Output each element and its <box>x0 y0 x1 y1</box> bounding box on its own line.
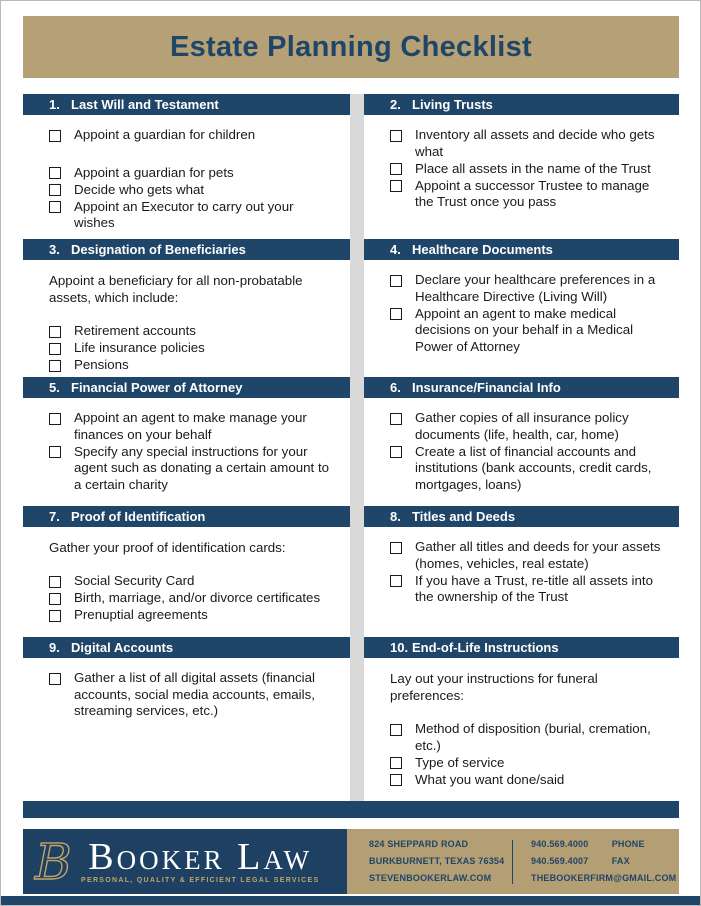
section-body <box>364 398 679 493</box>
checklist-item <box>390 272 679 305</box>
item-checkbox[interactable] <box>49 130 61 142</box>
title-banner <box>23 16 679 78</box>
section-header <box>23 506 350 527</box>
checklist-item <box>390 772 679 789</box>
checklist-item <box>49 444 350 494</box>
address-line-1: 824 SHEPPARD ROAD <box>369 839 469 849</box>
section-header <box>364 506 679 527</box>
section-intro: Appoint a beneficiary for all non-probatable assets, which include: <box>49 273 303 305</box>
phone-label: PHONE <box>611 839 645 849</box>
section-number: 4. <box>390 242 401 257</box>
svg-text:B: B <box>35 832 72 891</box>
website-text: STEVENBOOKERLAW.COM <box>369 873 492 883</box>
brand-monogram-icon <box>31 833 75 891</box>
section-items <box>23 670 350 720</box>
section-7 <box>23 506 350 637</box>
section-title: Healthcare Documents <box>412 242 553 257</box>
section-items <box>364 127 679 211</box>
item-checkbox[interactable] <box>390 163 402 175</box>
section-header <box>364 94 679 115</box>
checklist-item <box>390 306 679 356</box>
section-header <box>364 637 679 658</box>
checklist-item <box>49 573 350 590</box>
section-number: 6. <box>390 380 401 395</box>
section-header <box>23 94 350 115</box>
fax-label: FAX <box>611 856 630 866</box>
section-body <box>23 658 350 720</box>
section-items <box>23 323 350 374</box>
item-label: Gather a list of all digital assets (financial accounts, social media accounts, emails, streaming services, etc.) <box>74 670 315 718</box>
item-checkbox[interactable] <box>390 180 402 192</box>
item-label: Appoint a guardian for children <box>74 127 256 142</box>
item-checkbox[interactable] <box>49 610 61 622</box>
item-label: Appoint an agent to make manage your finances on your behalf <box>74 410 307 442</box>
checklist-grid <box>23 94 679 801</box>
item-label: Place all assets in the name of the Trust <box>415 160 651 176</box>
checklist-item <box>49 199 350 232</box>
checklist-item <box>49 607 350 624</box>
section-header <box>364 239 679 260</box>
footer-top-bar <box>23 801 679 818</box>
section-number: 10. <box>390 640 409 655</box>
item-checkbox[interactable] <box>49 576 61 588</box>
item-label: Retirement accounts <box>74 323 196 338</box>
address-line-2: BURKBURNETT, TEXAS 76354 <box>369 856 505 866</box>
checklist-item <box>390 539 679 572</box>
checklist-item <box>49 340 350 357</box>
item-label: Decide who gets what <box>74 181 205 197</box>
item-checkbox[interactable] <box>390 308 402 320</box>
section-body <box>23 398 350 493</box>
checklist-item <box>390 444 679 494</box>
section-title: Financial Power of Attorney <box>71 380 243 395</box>
section-items <box>364 410 679 493</box>
checklist-item <box>49 165 350 182</box>
item-checkbox[interactable] <box>390 575 402 587</box>
section-items <box>23 573 350 624</box>
item-label: Life insurance policies <box>74 340 205 355</box>
section-title: Last Will and Testament <box>71 97 219 112</box>
section-number: 9. <box>49 640 60 655</box>
section-number: 3. <box>49 242 60 257</box>
item-checkbox[interactable] <box>390 275 402 287</box>
item-label: Pensions <box>74 357 129 372</box>
section-3 <box>23 239 350 377</box>
item-label: Gather copies of all insurance policy documents (life, health, car, home) <box>415 410 629 442</box>
section-1 <box>23 94 350 239</box>
section-items <box>364 272 679 355</box>
section-5 <box>23 377 350 506</box>
section-number: 7. <box>49 509 60 524</box>
section-title: Digital Accounts <box>71 640 174 655</box>
item-checkbox[interactable] <box>49 184 61 196</box>
section-title: Living Trusts <box>412 97 493 112</box>
checklist-item <box>390 410 679 443</box>
section-6 <box>364 377 679 506</box>
contact-block <box>347 829 679 894</box>
brand-name: Booker Law <box>88 836 313 878</box>
checklist-item <box>390 178 679 211</box>
section-body <box>364 527 679 606</box>
checklist-item <box>390 127 679 160</box>
section-header <box>364 377 679 398</box>
brand-tagline: PERSONAL, QUALITY & EFFICIENT LEGAL SERVICES <box>81 877 320 884</box>
brand-text <box>81 836 320 884</box>
section-title: End-of-Life Instructions <box>412 640 559 655</box>
section-number: 5. <box>49 380 60 395</box>
item-label: Method of disposition (burial, cremation, etc.) <box>415 721 651 753</box>
item-checkbox[interactable] <box>49 360 61 372</box>
item-label: Prenuptial agreements <box>74 607 208 622</box>
checklist-item <box>390 161 679 178</box>
section-title: Proof of Identification <box>71 509 206 524</box>
checklist-item <box>49 410 350 443</box>
section-9 <box>23 637 350 801</box>
item-checkbox[interactable] <box>390 542 402 554</box>
section-header <box>23 377 350 398</box>
section-body <box>364 260 679 355</box>
item-label: Birth, marriage, and/or divorce certificates <box>74 590 321 605</box>
item-checkbox[interactable] <box>49 343 61 355</box>
section-title: Titles and Deeds <box>412 509 516 524</box>
checklist-item <box>49 357 350 374</box>
section-body <box>23 260 350 374</box>
checklist-item <box>49 127 350 144</box>
section-10 <box>364 637 679 801</box>
checklist-item <box>390 721 679 754</box>
section-number: 2. <box>390 97 401 112</box>
section-number: 1. <box>49 97 60 112</box>
item-checkbox[interactable] <box>49 167 61 179</box>
section-title: Insurance/Financial Info <box>412 380 561 395</box>
item-checkbox[interactable] <box>390 446 402 458</box>
item-checkbox[interactable] <box>390 757 402 769</box>
email-text: THEBOOKERFIRM@GMAIL.COM <box>531 873 677 883</box>
section-intro: Lay out your instructions for funeral preferences: <box>390 671 598 703</box>
item-label: Appoint a successor Trustee to manage the Trust once you pass <box>415 177 650 209</box>
fax-row <box>531 853 676 870</box>
section-body <box>23 527 350 624</box>
item-label: Declare your healthcare preferences in a Healthcare Directive (Living Will) <box>415 272 656 304</box>
section-header <box>23 239 350 260</box>
section-body <box>364 658 679 788</box>
item-checkbox[interactable] <box>390 774 402 786</box>
item-label: Appoint an agent to make medical decisions on your behalf in a Medical Power of Attorney <box>415 305 634 354</box>
section-items <box>364 721 679 788</box>
phone-row <box>531 836 676 853</box>
contact-address-column <box>369 836 512 887</box>
section-body <box>364 115 679 211</box>
item-label: Gather all titles and deeds for your assets (homes, vehicles, real estate) <box>415 539 661 571</box>
item-checkbox[interactable] <box>49 446 61 458</box>
item-checkbox[interactable] <box>49 673 61 685</box>
item-label: Type of service <box>415 754 505 770</box>
section-8 <box>364 506 679 637</box>
contact-divider <box>512 840 513 884</box>
checklist-item <box>390 755 679 772</box>
checklist-item <box>49 182 350 199</box>
section-title: Designation of Beneficiaries <box>71 242 246 257</box>
footer <box>23 829 679 894</box>
section-body <box>23 115 350 232</box>
item-checkbox[interactable] <box>49 326 61 338</box>
checklist-item <box>49 323 350 340</box>
section-items <box>23 410 350 493</box>
item-label: Appoint an Executor to carry out your wishes <box>74 198 294 230</box>
section-4 <box>364 239 679 377</box>
brand-block <box>23 829 347 894</box>
item-checkbox[interactable] <box>390 724 402 736</box>
checklist-item <box>390 573 679 606</box>
contact-phone-column <box>531 836 676 887</box>
section-2 <box>364 94 679 239</box>
item-label: Social Security Card <box>74 573 195 588</box>
bottom-bar <box>1 896 701 905</box>
item-checkbox[interactable] <box>49 593 61 605</box>
item-label: Create a list of financial accounts and institutions (bank accounts, credit cards, mortgages, loans) <box>415 443 652 492</box>
item-checkbox[interactable] <box>390 413 402 425</box>
checklist-item <box>49 670 350 720</box>
item-label: If you have a Trust, re-title all assets into the ownership of the Trust <box>415 572 653 604</box>
checklist-item <box>49 590 350 607</box>
item-label: Appoint a guardian for pets <box>74 164 234 180</box>
item-label: Inventory all assets and decide who gets what <box>415 127 655 159</box>
item-checkbox[interactable] <box>390 130 402 142</box>
phone-number: 940.569.4000 <box>531 839 589 849</box>
item-label: Specify any special instructions for your agent such as donating a certain amount to a certain charity <box>74 443 330 492</box>
item-checkbox[interactable] <box>49 201 61 213</box>
column-divider <box>350 94 364 801</box>
section-header <box>23 637 350 658</box>
section-number: 8. <box>390 509 401 524</box>
section-items <box>364 539 679 606</box>
section-intro: Gather your proof of identification cards: <box>49 540 286 555</box>
item-label: What you want done/said <box>415 771 565 787</box>
section-items <box>23 127 350 232</box>
page-title: Estate Planning Checklist <box>169 30 533 63</box>
item-checkbox[interactable] <box>49 413 61 425</box>
fax-number: 940.569.4007 <box>531 856 589 866</box>
